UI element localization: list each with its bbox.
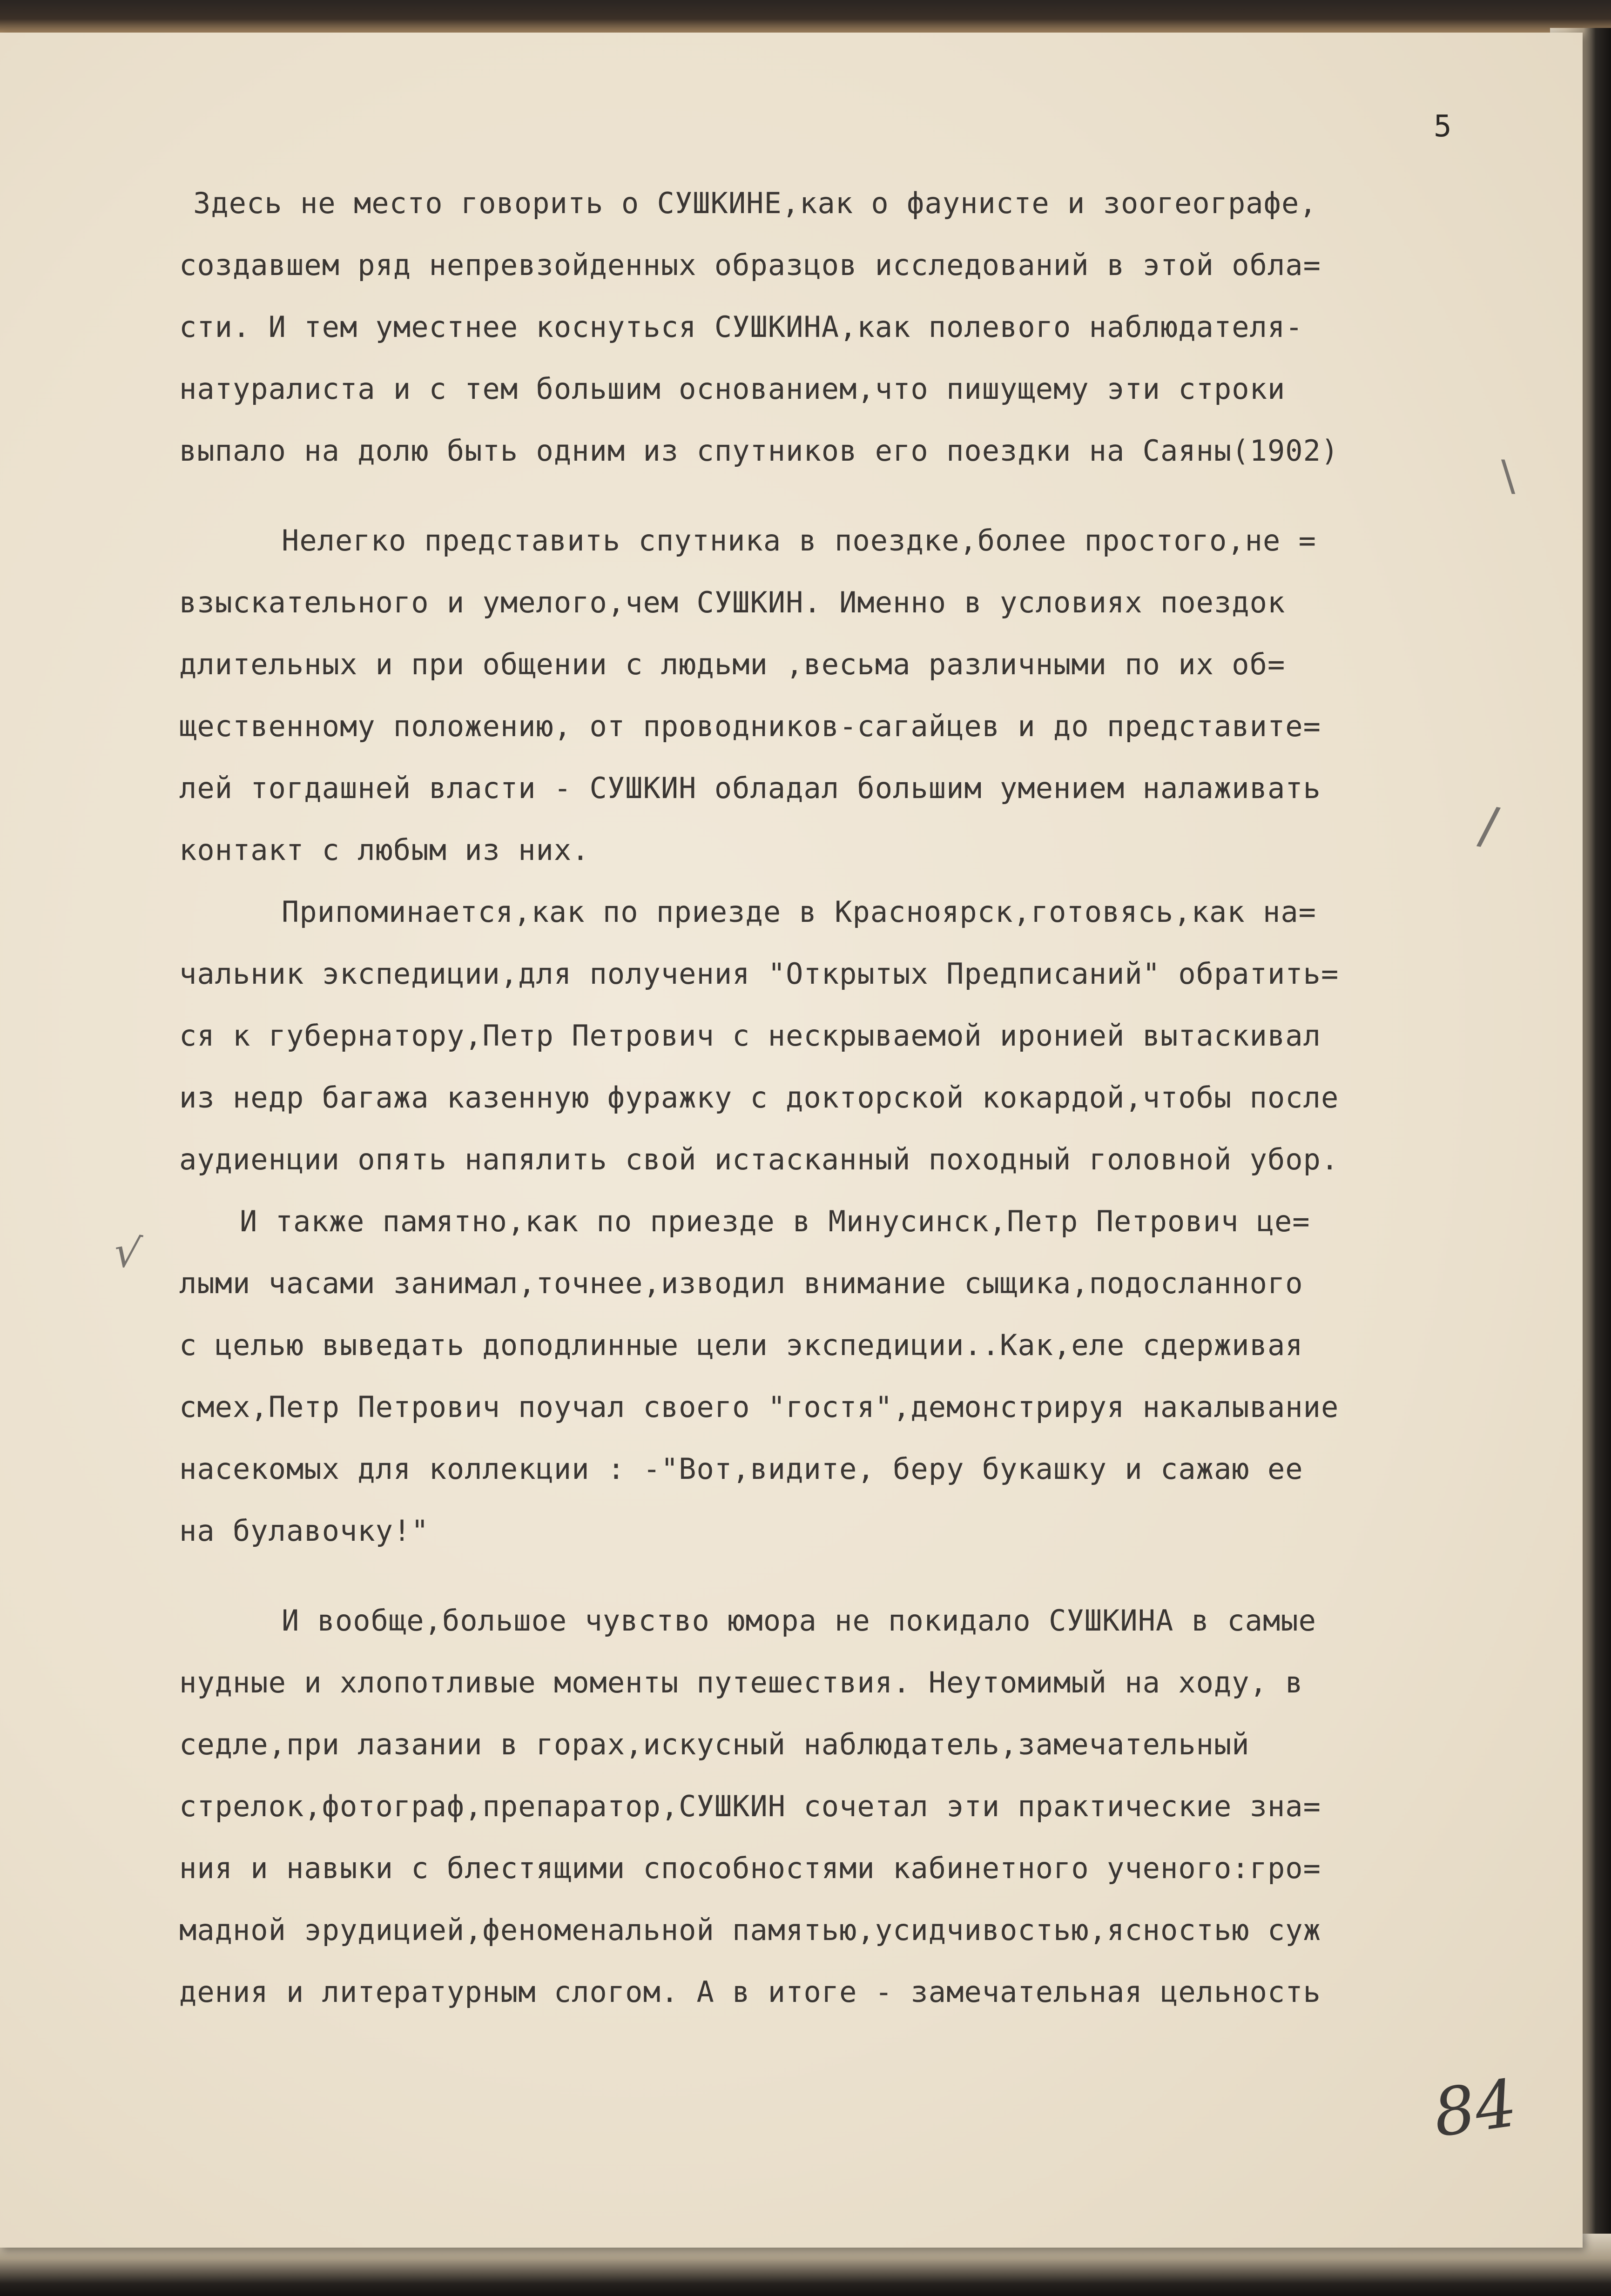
margin-check-mark: \	[1501, 451, 1516, 500]
text-line: мадной эрудицией,феноменальной памятью,усидчивостью,ясностью суж	[179, 1913, 1321, 1947]
text-line: Здесь не место говорить о СУШКИНЕ,как о фаунисте и зоогеографе,	[193, 186, 1317, 220]
text-line: ния и навыки с блестящими способностями кабинетного ученого:гро=	[179, 1851, 1321, 1885]
paragraph	[179, 510, 1529, 881]
text-line: взыскательного и умелого,чем СУШКИН. Именно в условиях поездок	[179, 585, 1286, 619]
text-line: на булавочку!"	[179, 1514, 429, 1548]
text-line: сти. И тем уместнее коснуться СУШКИНА,как полевого наблюдателя-	[179, 310, 1303, 344]
paragraph	[179, 881, 1529, 1190]
text-line: И вообще,большое чувство юмора не покидало СУШКИНА в самые	[282, 1604, 1316, 1638]
text-line: щественному положению, от проводников-сагайцев и до представите=	[179, 709, 1321, 743]
margin-check-mark: √	[110, 1227, 144, 1279]
text-line: контакт с любым из них.	[179, 833, 590, 867]
margin-check-mark: /	[1475, 794, 1503, 857]
text-line: дения и литературным слогом. А в итоге - замечательная цельность	[179, 1975, 1321, 2009]
text-line: смех,Петр Петрович поучал своего "гостя",демонстрируя накалывание	[179, 1390, 1339, 1424]
text-line: Нелегко представить спутника в поездке,более простого,не =	[282, 524, 1316, 557]
text-line: чальник экспедиции,для получения "Открытых Предписаний" обратить=	[179, 957, 1339, 991]
text-line: из недр багажа казенную фуражку с докторской кокардой,чтобы после	[179, 1081, 1339, 1114]
text-line: нудные и хлопотливые моменты путешествия. Неутомимый на ходу, в	[179, 1665, 1303, 1699]
text-line: с целью выведать доподлинные цели экспедиции..Как,еле сдерживая	[179, 1328, 1303, 1362]
paragraph	[179, 1190, 1529, 1562]
text-line: И также памятно,как по приезде в Минусинск,Петр Петрович це=	[240, 1204, 1310, 1238]
text-line: длительных и при общении с людьми ,весьма различными по их об=	[179, 647, 1286, 681]
text-line: лей тогдашней власти - СУШКИН обладал большим умением налаживать	[179, 771, 1321, 805]
text-line: Припоминается,как по приезде в Красноярск,готовясь,как на=	[282, 895, 1316, 929]
paragraph	[179, 1590, 1529, 2023]
text-line: стрелок,фотограф,препаратор,СУШКИН сочетал эти практические зна=	[179, 1789, 1321, 1823]
text-line: аудиенции опять напялить свой истасканный походный головной убор.	[179, 1142, 1339, 1176]
page-number: 5	[1434, 109, 1452, 144]
text-line: натуралиста и с тем большим основанием,что пишущему эти строки	[179, 372, 1286, 406]
typewritten-page	[0, 33, 1583, 2248]
text-line: седле,при лазании в горах,искусный наблюдатель,замечательный	[179, 1727, 1250, 1761]
text-line: ся к губернатору,Петр Петрович с нескрываемой иронией вытаскивал	[179, 1019, 1321, 1053]
text-line: лыми часами занимал,точнее,изводил внимание сыщика,подосланного	[179, 1266, 1303, 1300]
paragraph	[179, 172, 1529, 482]
body-text	[179, 172, 1529, 2023]
handwritten-archive-number: 84	[1429, 2065, 1522, 2152]
text-line: выпало на долю быть одним из спутников его поездки на Саяны(1902)	[179, 434, 1339, 468]
text-line: создавшем ряд непревзойденных образцов исследований в этой обла=	[179, 248, 1321, 282]
text-line: насекомых для коллекции : -"Вот,видите, беру букашку и сажаю ее	[179, 1452, 1303, 1486]
